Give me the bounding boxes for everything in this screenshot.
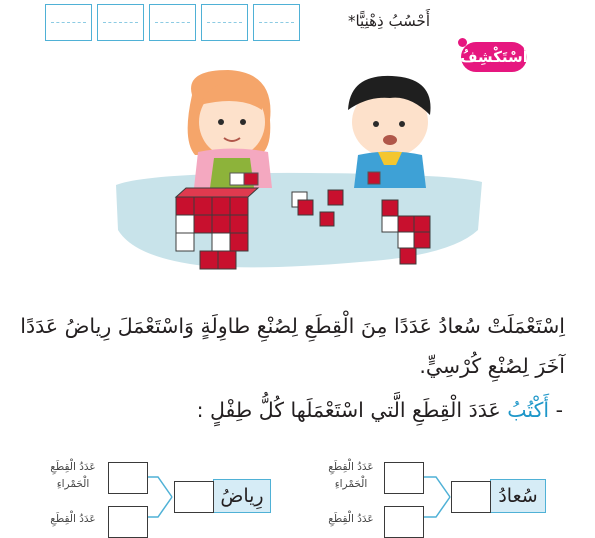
name-box-souad: سُعادُ	[490, 479, 546, 513]
total-answer-box-riyad[interactable]	[174, 481, 214, 513]
instruction-dash: -	[555, 398, 563, 422]
total-answer-box-souad[interactable]	[451, 481, 491, 513]
name-box-riyad: رِياضُ	[213, 479, 271, 513]
answer-box-3[interactable]	[149, 4, 196, 41]
paragraph-line-1: اِسْتَعْمَلَتْ سُعادُ عَدَدًا مِنَ الْقِطَعِ لِصُنْعِ طاوِلَةٍ وَاسْتَعْمَلَ رِياضُ عَدَدًا	[20, 314, 565, 338]
instruction	[197, 398, 563, 422]
white-label-souad: عَدَدُ الْقِطَعِ	[328, 513, 374, 525]
boy-figure-icon	[348, 76, 431, 188]
red-answer-box-souad[interactable]	[384, 462, 424, 494]
white-answer-box-souad[interactable]	[384, 506, 424, 538]
red-label-riyad: عَدَدُ الْقِطَعِ الْحَمْراءِ	[50, 461, 96, 490]
girl-figure-icon	[188, 70, 272, 188]
answer-box-5[interactable]	[253, 4, 300, 41]
mental-math-label: أَحْسُبُ ذِهْنِيًّا*	[347, 12, 430, 30]
instruction-text: عَدَدَ الْقِطَعِ الَّتي اسْتَعْمَلَها كُلُّ طِفْلٍ :	[196, 398, 501, 422]
discover-badge: أَسْتَكْشِفُ	[461, 42, 527, 72]
kids-building-with-cubes-illustration	[110, 60, 490, 295]
answer-box-2[interactable]	[97, 4, 144, 41]
paragraph-line-2: آخَرَ لِصُنْعِ كُرْسِيٍّ.	[419, 354, 565, 378]
white-answer-box-riyad[interactable]	[108, 506, 148, 538]
answer-box-1[interactable]	[45, 4, 92, 41]
red-label-souad: عَدَدُ الْقِطَعِ الْحَمْراءِ	[328, 461, 374, 490]
red-answer-box-riyad[interactable]	[108, 462, 148, 494]
problem-paragraph	[20, 312, 565, 380]
white-label-riyad: عَدَدُ الْقِطَعِ	[50, 513, 96, 525]
instruction-verb: أَكْتُبُ	[507, 398, 550, 422]
answer-box-4[interactable]	[201, 4, 248, 41]
